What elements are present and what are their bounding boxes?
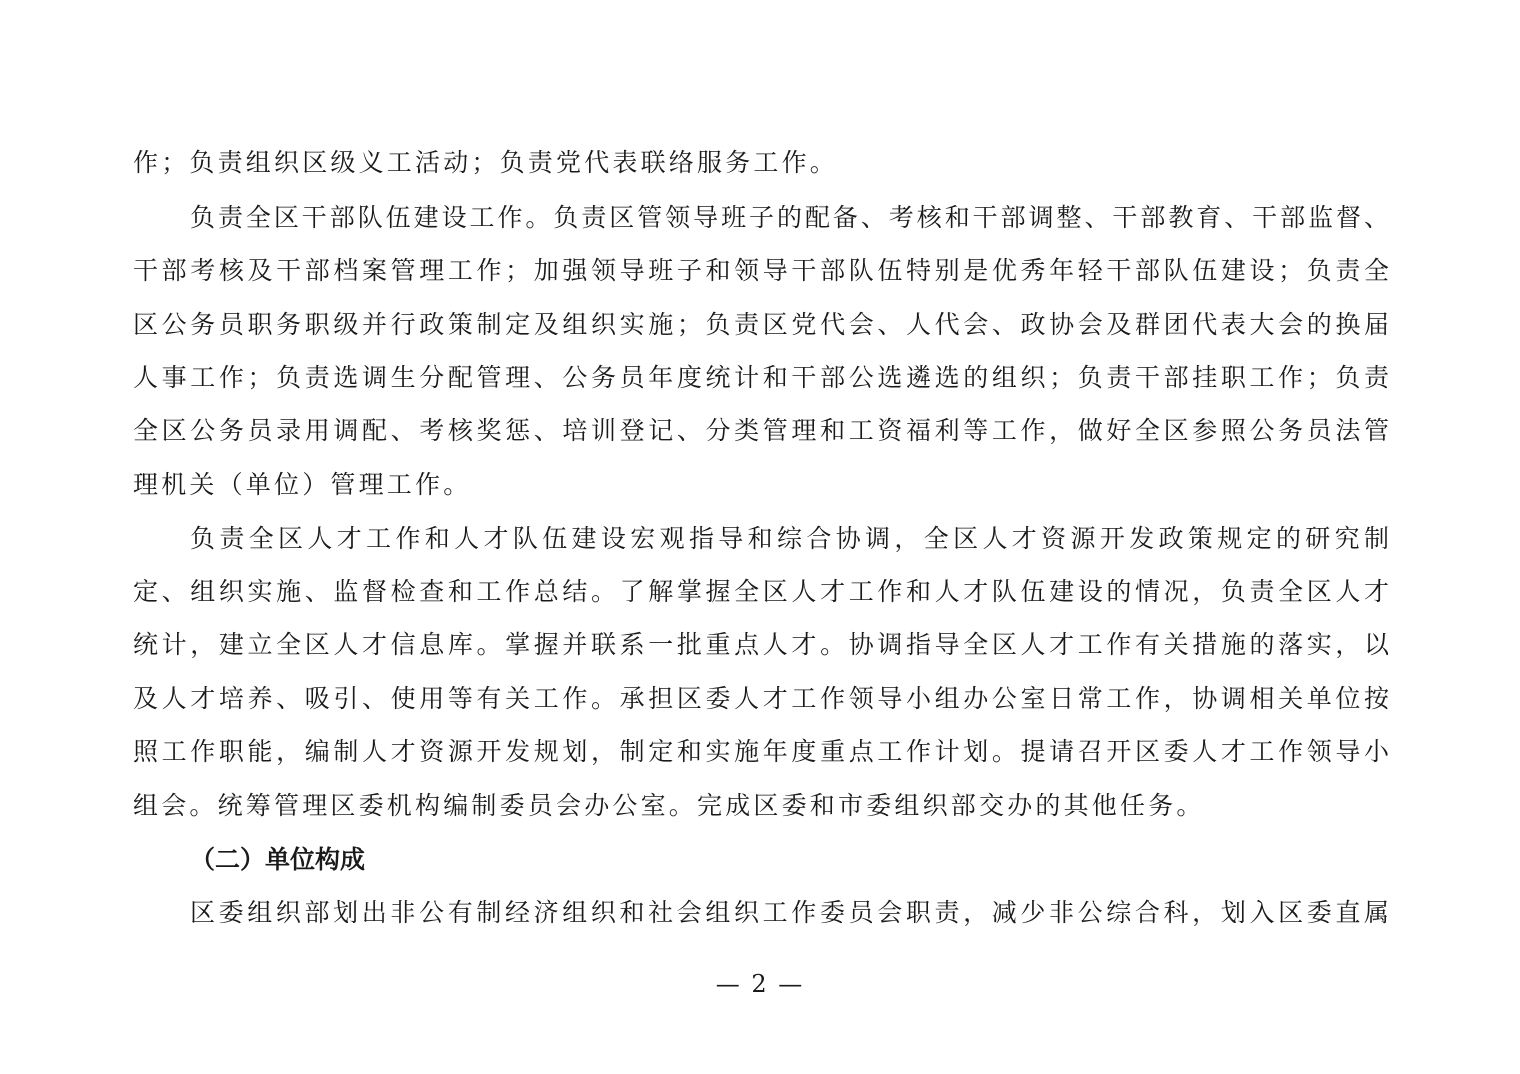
paragraph-line: 负责全区干部队伍建设工作。负责区管领导班子的配备、考核和干部调整、干部教育、干部监督、 [190,203,1389,232]
paragraph-line: 负责全区人才工作和人才队伍建设宏观指导和综合协调，全区人才资源开发政策规定的研究制 [190,524,1389,553]
section-heading: （二）单位构成 [190,845,366,874]
paragraph-line: 照工作职能，编制人才资源开发规划，制定和实施年度重点工作计划。提请召开区委人才工作领导小 [133,737,1389,766]
page-number: — 2 — [715,970,805,998]
paragraph-line: 全区公务员录用调配、考核奖惩、培训登记、分类管理和工资福利等工作，做好全区参照公务员法管 [133,416,1389,445]
paragraph-line: 作；负责组织区级义工活动；负责党代表联络服务工作。 [133,148,839,177]
paragraph-line: 及人才培养、吸引、使用等有关工作。承担区委人才工作领导小组办公室日常工作，协调相关单位按 [133,684,1389,713]
paragraph-line: 理机关（单位）管理工作。 [133,470,472,499]
paragraph-line: 干部考核及干部档案管理工作；加强领导班子和领导干部队伍特别是优秀年轻干部队伍建设；负责全 [133,256,1389,285]
paragraph-line: 区公务员职务职级并行政策制定及组织实施；负责区党代会、人代会、政协会及群团代表大会的换届 [133,310,1389,339]
paragraph-line: 区委组织部划出非公有制经济组织和社会组织工作委员会职责，减少非公综合科，划入区委直属 [190,898,1389,927]
paragraph-line: 定、组织实施、监督检查和工作总结。了解掌握全区人才工作和人才队伍建设的情况，负责全区人才 [133,577,1389,606]
paragraph-line: 人事工作；负责选调生分配管理、公务员年度统计和干部公选遴选的组织；负责干部挂职工作；负责 [133,363,1389,392]
paragraph-line: 组会。统筹管理区委机构编制委员会办公室。完成区委和市委组织部交办的其他任务。 [133,791,1205,820]
paragraph-line: 统计，建立全区人才信息库。掌握并联系一批重点人才。协调指导全区人才工作有关措施的落实，以 [133,630,1389,659]
